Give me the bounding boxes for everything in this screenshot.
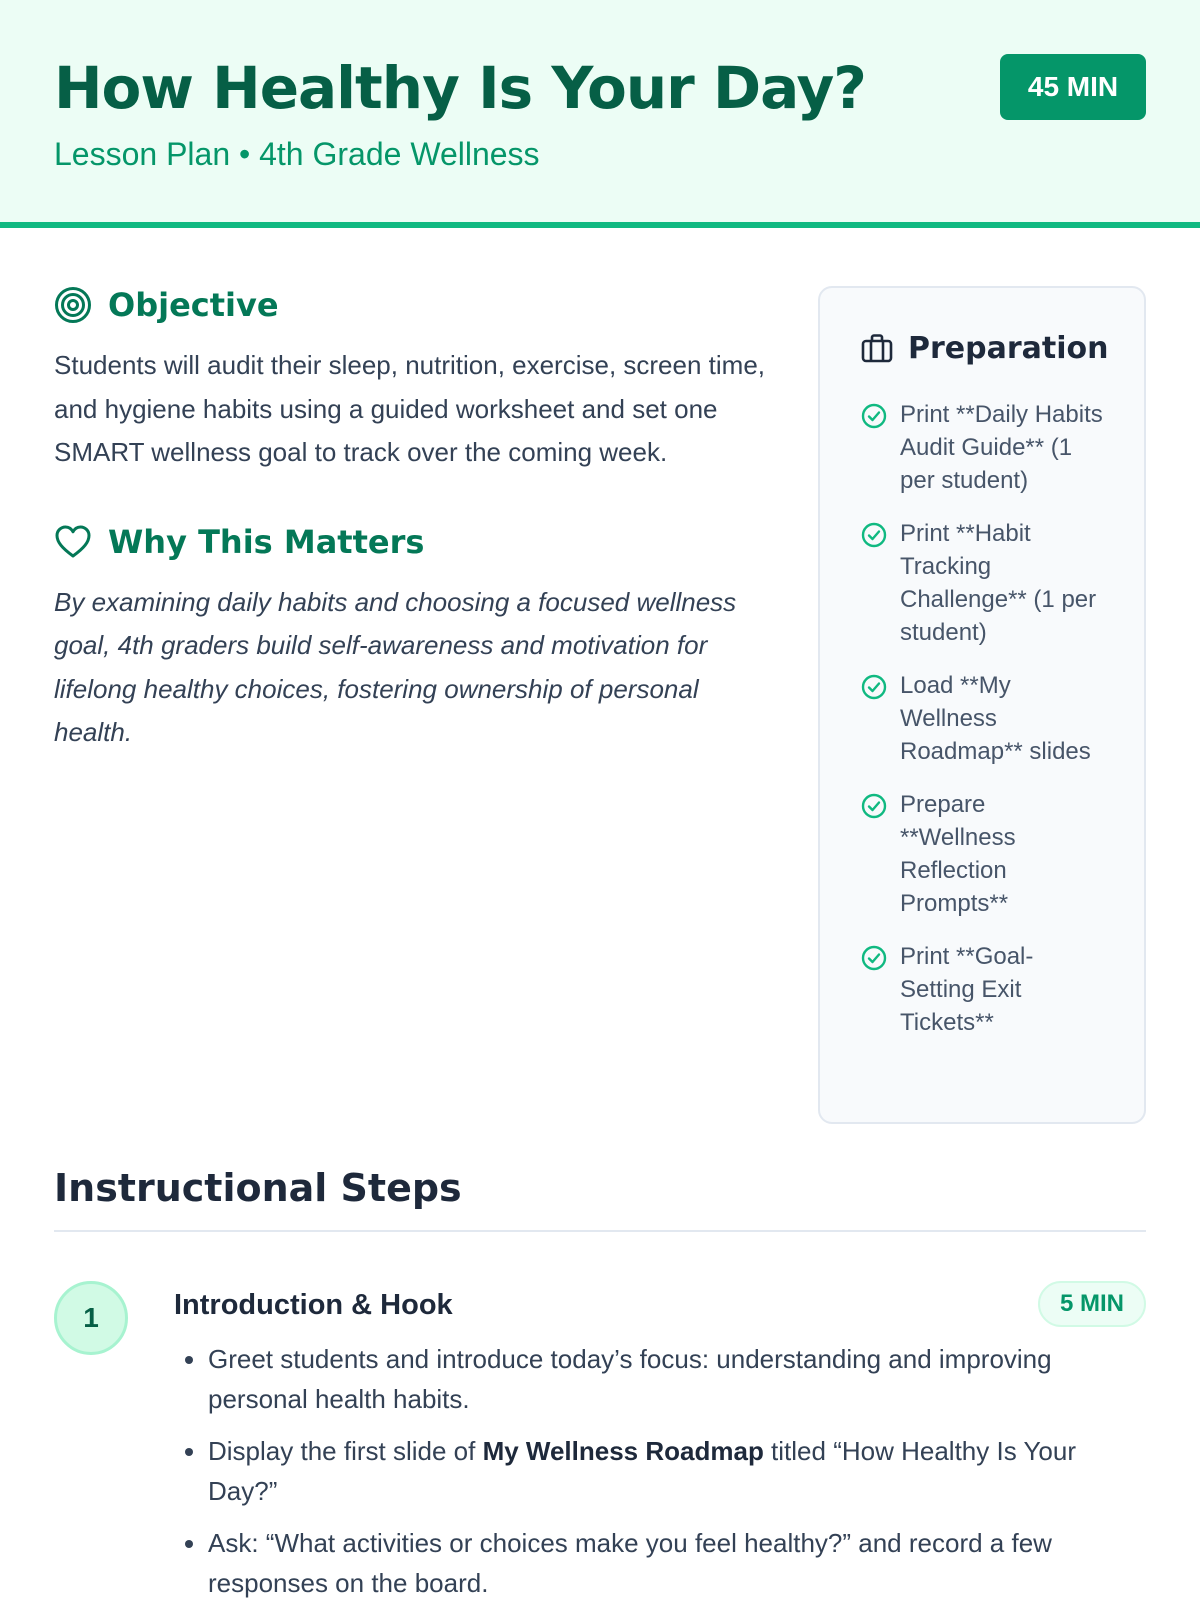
preparation-card bbox=[818, 286, 1146, 1124]
step-bullet-text: Greet students and introduce today’s focus: understanding and improving personal health habits. bbox=[208, 1344, 1052, 1414]
step-bullet-text: Ask: “What activities or choices make you feel healthy?” and record a few responses on the board. bbox=[208, 1528, 1052, 1598]
prep-item-text: Prepare **Wellness Reflection Prompts** bbox=[900, 791, 1016, 917]
prep-item-text: Print **Habit Tracking Challenge** (1 per student) bbox=[900, 520, 1097, 646]
step-number: 1 bbox=[54, 1281, 128, 1355]
prep-item bbox=[860, 398, 1106, 497]
step-body bbox=[174, 1281, 1146, 1615]
objective-section bbox=[54, 284, 774, 475]
step-bullet-text: Display the first slide of bbox=[208, 1436, 483, 1466]
objective-heading bbox=[54, 284, 774, 326]
steps-heading: Instructional Steps bbox=[54, 1166, 462, 1210]
prep-item bbox=[860, 517, 1106, 649]
lesson-header bbox=[0, 0, 1200, 228]
page-title: How Healthy Is Your Day? bbox=[54, 54, 866, 122]
prep-item-text: Load **My Wellness Roadmap** slides bbox=[900, 672, 1091, 765]
objective-text: Students will audit their sleep, nutrition, exercise, screen time, and hygiene habits using a guided worksheet and set one SMART wellness goal to track over the coming week. bbox=[54, 350, 766, 467]
prep-item bbox=[860, 669, 1106, 768]
preparation-heading bbox=[860, 328, 1109, 368]
prep-item bbox=[860, 940, 1106, 1039]
step-bullet bbox=[208, 1431, 1146, 1511]
step-bullet bbox=[208, 1339, 1146, 1419]
check-circle-icon bbox=[860, 521, 888, 549]
steps-header bbox=[54, 1166, 1146, 1232]
objective-heading-label: Objective bbox=[108, 286, 279, 324]
heart-icon bbox=[54, 523, 92, 561]
step-bullet-list bbox=[174, 1339, 1146, 1603]
prep-item-text: Print **Goal-Setting Exit Tickets** bbox=[900, 943, 1034, 1036]
check-circle-icon bbox=[860, 944, 888, 972]
duration-badge: 45 MIN bbox=[1000, 54, 1146, 120]
why-section bbox=[54, 521, 774, 755]
check-circle-icon bbox=[860, 792, 888, 820]
check-circle-icon bbox=[860, 402, 888, 430]
why-heading-label: Why This Matters bbox=[108, 522, 425, 561]
step-bullet-text: titled “How Healthy Is Your Day?” bbox=[208, 1436, 1076, 1506]
left-column bbox=[54, 284, 774, 755]
briefcase-icon bbox=[860, 331, 894, 365]
why-text: By examining daily habits and choosing a focused wellness goal, 4th graders build self-awareness and motivation for lifelong healthy choices, fostering ownership of personal health. bbox=[54, 586, 737, 747]
page-subtitle: Lesson Plan • 4th Grade Wellness bbox=[54, 136, 540, 172]
target-icon bbox=[54, 286, 92, 324]
preparation-heading-label: Preparation bbox=[908, 330, 1109, 366]
check-circle-icon bbox=[860, 673, 888, 701]
why-heading bbox=[54, 521, 774, 563]
step-bullet-emphasis: My Wellness Roadmap bbox=[482, 1436, 764, 1466]
step-title: Introduction & Hook bbox=[174, 1289, 453, 1321]
prep-item-text: Print **Daily Habits Audit Guide** (1 per student) bbox=[900, 401, 1103, 494]
step-bullet bbox=[208, 1523, 1146, 1603]
preparation-list bbox=[860, 398, 1106, 1039]
step-time-badge: 5 MIN bbox=[1038, 1281, 1146, 1327]
prep-item bbox=[860, 788, 1106, 920]
